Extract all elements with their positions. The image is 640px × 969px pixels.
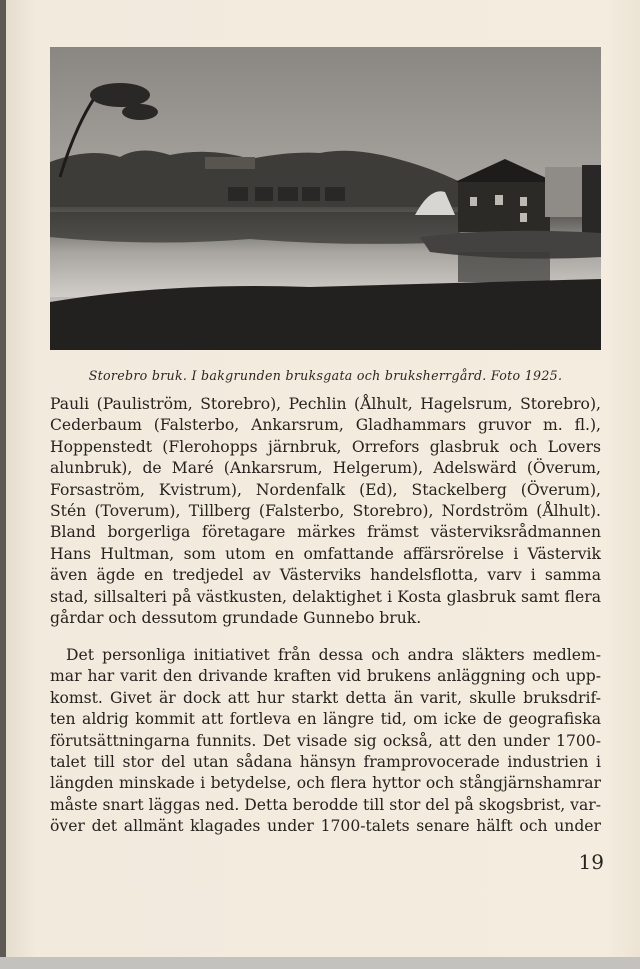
text-line: Hoppenstedt (Flerohopps järnbruk, Orrefors glasbruk och Lovers xyxy=(50,437,601,456)
book-page xyxy=(6,0,640,957)
text-line: gårdar och dessutom grundade Gunnebo bruk. xyxy=(50,608,422,627)
text-line: alunbruk), de Maré (Ankarsrum, Helgerum), Adelswärd (Överum, xyxy=(50,459,601,478)
photo-storebro-bruk xyxy=(50,47,601,350)
text-line: Hans Hultman, som utom en omfattande affärsrörelse i Västervik xyxy=(50,544,601,563)
text-line: Stén (Toverum), Tillberg (Falsterbo, Storebro), Nordström (Ålhult). xyxy=(50,501,601,520)
page-number: 19 xyxy=(578,850,604,874)
photo-caption: Storebro bruk. I bakgrunden bruksgata och bruksherrgård. Foto 1925. xyxy=(88,368,563,383)
text-line: förutsättningarna funnits. Det visade sig också, att den under 1700- xyxy=(50,731,601,750)
text-line: ten aldrig kommit att fortleva en längre tid, om icke de geografiska xyxy=(50,710,601,729)
text-line: stad, sillsalteri på västkusten, delaktighet i Kosta glasbruk samt flera xyxy=(50,587,601,606)
paragraph-2 xyxy=(50,645,601,838)
text-line: mar har varit den drivande kraften vid brukens anläggning och upp- xyxy=(50,667,601,686)
text-line: Forsaström, Kvistrum), Nordenfalk (Ed), Stackelberg (Överum), xyxy=(50,480,601,499)
text-line: över det allmänt klagades under 1700-talets senare hälft och under xyxy=(50,817,601,836)
text-line: Cederbaum (Falsterbo, Ankarsrum, Gladhammars gruvor m. fl.), xyxy=(50,416,601,435)
text-line: komst. Givet är dock att hur starkt detta än varit, skulle bruksdrif- xyxy=(50,688,601,707)
text-line: även ägde en tredjedel av Västerviks handelsflotta, varv i samma xyxy=(50,566,601,585)
text-line: Pauli (Pauliström, Storebro), Pechlin (Ålhult, Hagelsrum, Storebro), xyxy=(50,395,601,413)
text-line: Det personliga initiativet från dessa och andra släkters medlem- xyxy=(66,646,601,664)
text-line: längden minskade i betydelse, och flera hyttor och stångjärnshamrar xyxy=(50,774,601,793)
text-line: talet till stor del utan sådana hänsyn framprovocerade industrien i xyxy=(50,752,601,771)
text-line: Bland borgerliga företagare märkes främst västerviksrådmannen xyxy=(50,523,601,542)
scan-bottom-edge xyxy=(0,957,640,969)
paragraph-1 xyxy=(50,394,601,629)
text-line: måste snart läggas ned. Detta berodde till stor del på skogsbrist, var- xyxy=(50,795,601,814)
